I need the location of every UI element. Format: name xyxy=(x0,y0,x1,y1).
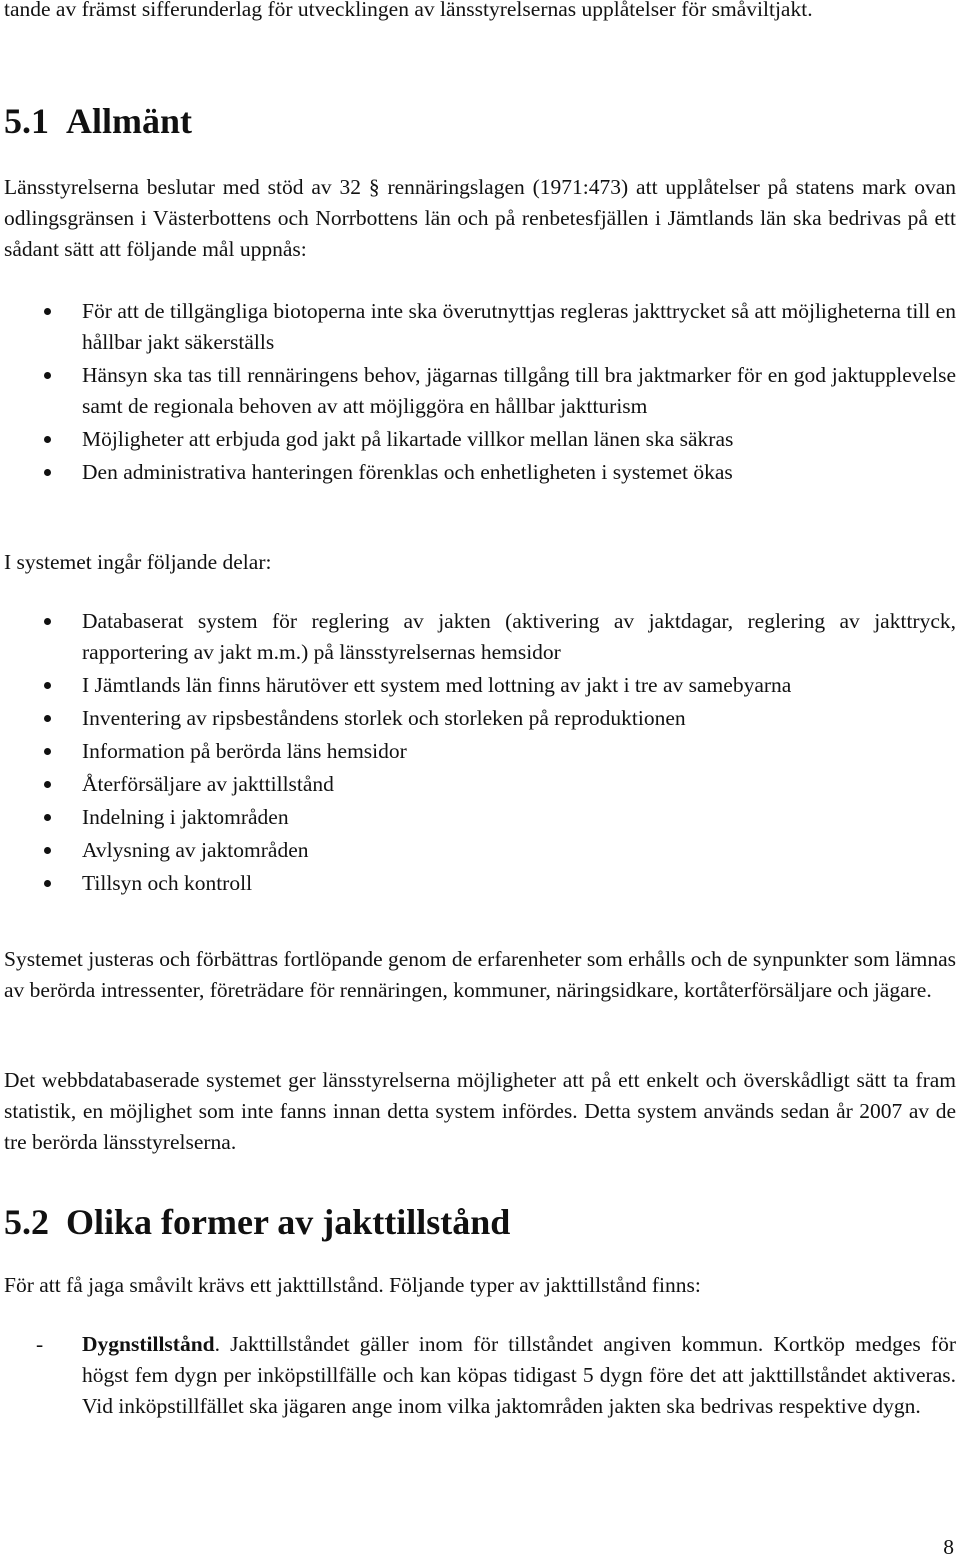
intro-text: tande av främst sifferunderlag för utvecklingen av länsstyrelsernas upplåtelser för småviltjakt. xyxy=(4,0,813,21)
bullet-icon xyxy=(44,618,51,625)
permit-types-list xyxy=(4,1329,956,1422)
page-number: 8 xyxy=(943,1535,954,1559)
bullet-icon xyxy=(44,469,51,476)
list-item-text: Avlysning av jaktområden xyxy=(82,838,309,862)
permit-type-description: . Jakttillståndet gäller inom för tillståndet angiven kommun. Kortköp medges för högst fem dygn per inköpstillfälle och kan köpas tidigast 5 dygn före det att jakttillståndet aktiveras. Vid inköpstillfället ska jägaren ange inom vilka jaktområden jakten ska bedrivas respektive dygn. xyxy=(82,1332,956,1418)
permit-type-item xyxy=(4,1329,956,1422)
section-number: 5.1 xyxy=(4,101,49,141)
goal-list-item xyxy=(4,360,956,422)
section-5-1-intro xyxy=(4,172,956,265)
parts-list xyxy=(4,606,956,901)
bullet-icon xyxy=(44,308,51,315)
system-part-list-item xyxy=(4,670,956,701)
bullet-icon xyxy=(44,814,51,821)
list-item-text: Indelning i jaktområden xyxy=(82,805,289,829)
goals-list xyxy=(4,296,956,490)
goal-list-item xyxy=(4,424,956,455)
list-dash: - xyxy=(36,1332,44,1356)
bullet-icon xyxy=(44,715,51,722)
system-part-list-item xyxy=(4,606,956,668)
list-item-text: Tillsyn och kontroll xyxy=(82,871,253,895)
list-item-text: Möjligheter att erbjuda god jakt på likartade villkor mellan länen ska säkras xyxy=(82,427,734,451)
section-5-1-heading xyxy=(4,99,956,143)
bullet-icon xyxy=(44,880,51,887)
section-title: Allmänt xyxy=(66,101,192,141)
system-part-list-item xyxy=(4,736,956,767)
bullet-icon xyxy=(44,436,51,443)
section-5-2-intro xyxy=(4,1270,956,1301)
list-item-text: Information på berörda läns hemsidor xyxy=(82,739,407,763)
section-title: Olika former av jakttillstånd xyxy=(66,1202,511,1242)
paragraph-1 xyxy=(4,944,956,1006)
section-intro-text: Länsstyrelserna beslutar med stöd av 32 § rennäringslagen (1971:473) att upplåtelser på statens mark ovan odlingsgränsen i Västerbottens och Norrbottens län och på renbetesfjällen i Jämtlands län ska bedrivas på ett sådant sätt att följande mål uppnås: xyxy=(4,175,956,261)
bullet-icon xyxy=(44,847,51,854)
bullet-icon xyxy=(44,748,51,755)
system-part-list-item xyxy=(4,835,956,866)
section-number: 5.2 xyxy=(4,1202,49,1242)
section-intro-text: För att få jaga småvilt krävs ett jakttillstånd. Följande typer av jakttillstånd finns: xyxy=(4,1273,701,1297)
system-part-list-item xyxy=(4,868,956,899)
goal-list-item xyxy=(4,457,956,488)
list-item-text: Hänsyn ska tas till rennäringens behov, jägarnas tillgång till bra jaktmarker för en god jaktupplevelse samt de regionala behoven av att möjliggöra en hållbar jaktturism xyxy=(82,363,956,418)
list-item-text: Inventering av ripsbeståndens storlek och storleken på reproduktionen xyxy=(82,706,686,730)
paragraph-2 xyxy=(4,1065,956,1158)
bullet-icon xyxy=(44,682,51,689)
bullet-icon xyxy=(44,781,51,788)
parts-intro xyxy=(4,547,956,578)
system-part-list-item xyxy=(4,703,956,734)
list-item-text: I Jämtlands län finns härutöver ett system med lottning av jakt i tre av samebyarna xyxy=(82,673,792,697)
system-part-list-item xyxy=(4,769,956,800)
system-part-list-item xyxy=(4,802,956,833)
list-item-text: Återförsäljare av jakttillstånd xyxy=(82,772,334,796)
intro-paragraph xyxy=(4,0,956,25)
permit-type-term: Dygnstillstånd xyxy=(82,1332,215,1356)
parts-intro-text: I systemet ingår följande delar: xyxy=(4,550,272,574)
paragraph-text: Det webbdatabaserade systemet ger länsstyrelserna möjligheter att på ett enkelt och överskådligt sätt ta fram statistik, en möjlighet som inte fanns innan detta system infördes. Detta system används sedan år 2007 av de tre berörda länsstyrelserna. xyxy=(4,1068,956,1154)
list-item-text: Databaserat system för reglering av jakten (aktivering av jaktdagar, reglering av jakttryck, rapportering av jakt m.m.) på länsstyrelsernas hemsidor xyxy=(82,609,956,664)
paragraph-text: Systemet justeras och förbättras fortlöpande genom de erfarenheter som erhålls och de synpunkter som lämnas av berörda intressenter, företrädare för rennäringen, kommuner, näringsidkare, kortåterförsäljare och jägare. xyxy=(4,947,956,1002)
goal-list-item xyxy=(4,296,956,358)
bullet-icon xyxy=(44,372,51,379)
section-5-2-heading xyxy=(4,1200,956,1244)
list-item-text: Den administrativa hanteringen förenklas och enhetligheten i systemet ökas xyxy=(82,460,733,484)
list-item-text: För att de tillgängliga biotoperna inte ska överutnyttjas regleras jakttrycket så att möjligheterna till en hållbar jakt säkerställs xyxy=(82,299,956,354)
